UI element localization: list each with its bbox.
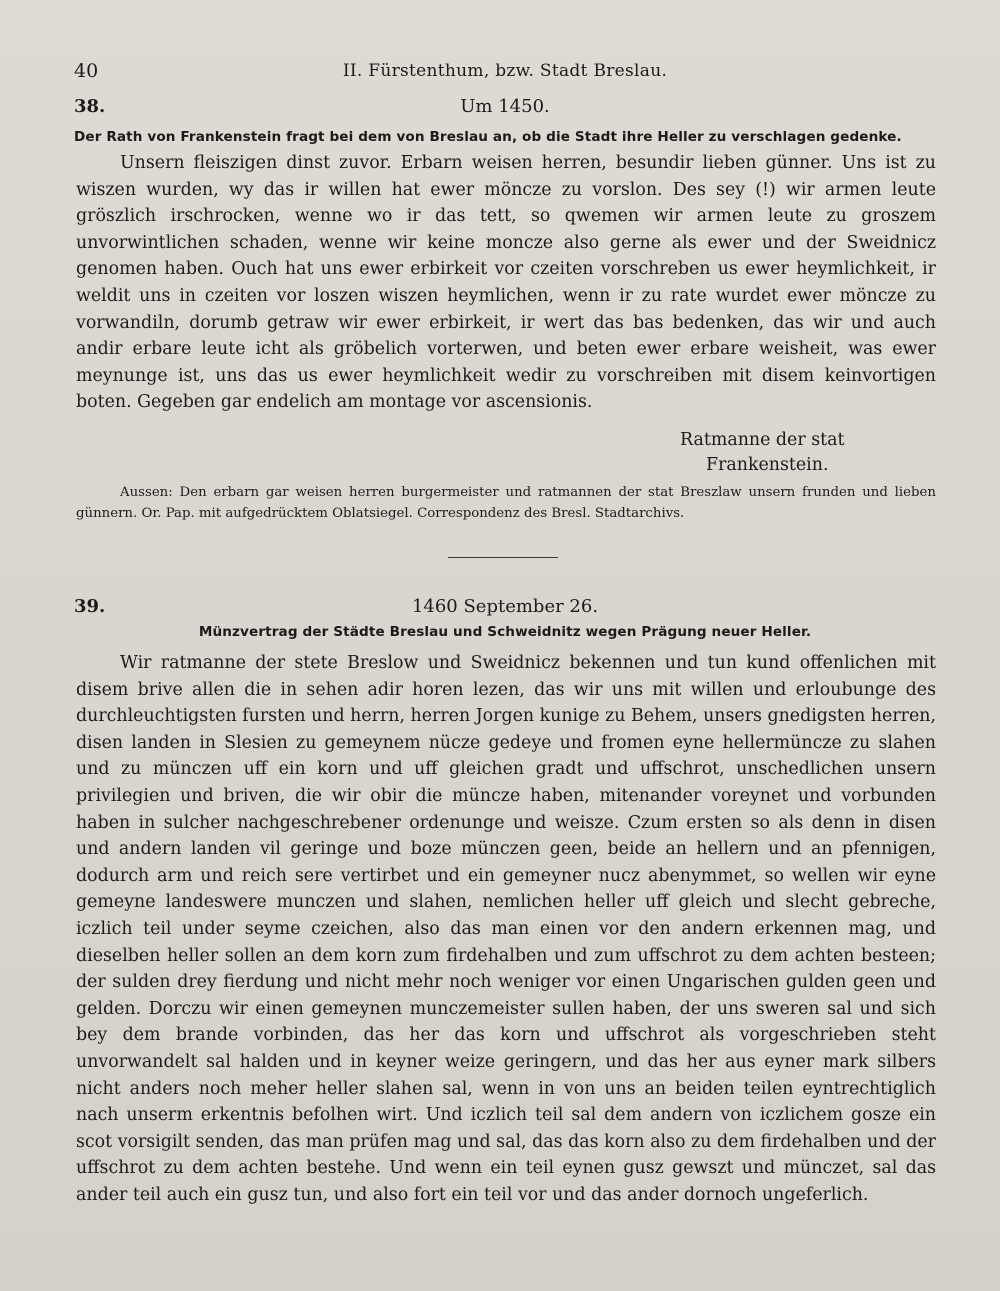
signature-line: Ratmanne der stat — [680, 430, 845, 450]
page-number: 40 — [74, 60, 99, 82]
archival-note-text: Aussen: Den erbarn gar weisen herren burgermeister und ratmannen der stat Breszlaw unsern frunden und lieben günnern. Or. Pap. mit aufgedrücktem Oblatsiegel. Correspondenz des Bresl. Stadtarchivs. — [76, 485, 936, 521]
document-38-heading — [74, 96, 936, 122]
document-regest: Münzvertrag der Städte Breslau und Schweidnitz wegen Prägung neuer Heller. — [198, 624, 812, 640]
running-title: II. Fürstenthum, bzw. Stadt Breslau. — [342, 61, 668, 81]
document-date: 1460 September 26. — [411, 596, 599, 617]
document-number: 38. — [74, 96, 106, 117]
document-text — [76, 650, 936, 1208]
document-regest: Der Rath von Frankenstein fragt bei dem von Breslau an, ob die Stadt ihre Heller zu verschlagen gedenke. — [74, 129, 902, 145]
document-text — [76, 150, 936, 416]
document-number: 39. — [74, 596, 106, 617]
document-paragraph: Unsern fleiszigen dinst zuvor. Erbarn weisen herren, besundir lieben günner. Uns ist zu wiszen wurden, wy das ir willen hat ewer möncze zu vorslon. Des sey (!) wir armen leute gröszlich irschrocken, wenne wo ir das tett, so qwemen wir armen leute zu groszem unvorwintlichen schaden, wenne wir keine moncze also gerne als ewer und der Sweidnicz genomen haben. Ouch hat uns ewer erbirkeit vor czeiten vorschreben us ewer heymlichkeit, ir weldit uns in czeiten vor loszen wiszen heymlichen, wenn ir zu rate wurdet ewer möncze zu vorwandiln, dorumb getraw wir ewer erbirkeit, ir wert das bas bedenken, das wir und auch andir erbare leute icht als gröbelich vorterwen, und beten ewer erbare weisheit, was ewer meynunge ist, uns das us ewer heymlichkeit wedir zu vorschreiben mit disem keinvortigen boten. Gegeben gar endelich am montage vor ascensionis. — [76, 153, 936, 413]
archival-note — [76, 482, 936, 524]
document-39-heading — [74, 596, 936, 622]
page-header — [74, 60, 936, 86]
section-divider — [448, 557, 558, 558]
document-paragraph: Wir ratmanne der stete Breslow und Sweidnicz bekennen und tun kund offenlichen mit disem brive allen die in sehen adir horen lezen, das wir uns mit willen und erloubunge des durchleuchtigsten fursten und herrn, herren Jorgen kunige zu Behem, unsers gnedigsten herren, disen landen in Slesien zu gemeynem nücze gedeye und fromen eyne hellermüncze zu slahen und zu münczen uff ein korn und uff gleichen gradt und uffschrot, unschedlichen unsern privilegien und briven, die wir obir die müncze haben, mitenander voreynet und vorbunden haben in sulcher nachgeschrebener ordenunge und weisze. Czum ersten so als denn in disen und andern landen vil geringe und boze münczen geen, beide an hellern und an pfennigen, dodurch arm und reich sere vertirbet und ein gemeyner nucz abenymmet, so wellen wir eyne gemeyne landeswere munczen und slahen, nemlichen heller uff gleich und slecht gebreche, iczlich teil under seyme czeichen, also das man einen vor den andern erkennen mag, und dieselben heller sollen an dem korn zum firdehalben und zum uffschrot zu dem achten besteen; der sulden drey fierdung und nicht mehr noch weniger vor einen Ungarischen gulden geen und gelden. Dorczu wir einen gemeynen munczemeister sullen haben, der uns sweren sal und sich bey dem brande vorbinden, das her das korn und uffschrot als vorgeschrieben steht unvorwandelt sal halden und in keyner weize geringern, und das her aus eyner mark silbers nicht anders noch meher heller slahen sal, wenn in von uns an beiden teilen eyntrechtiglich nach unserm erkentnis befolhen wirt. Und iczlich teil sal dem andern von iczlichem gosze ein scot vorsigilt senden, das man prüfen mag und sal, das das korn also zu dem firdehalben und der uffschrot zu dem achten bestehe. Und wenn ein teil eynen gusz gewszt und münczet, sal das ander teil auch ein gusz tun, und also fort ein teil vor und das ander dornoch ungeferlich. — [76, 653, 936, 1205]
document-date: Um 1450. — [460, 96, 550, 117]
signature-place: Frankenstein. — [706, 455, 829, 475]
